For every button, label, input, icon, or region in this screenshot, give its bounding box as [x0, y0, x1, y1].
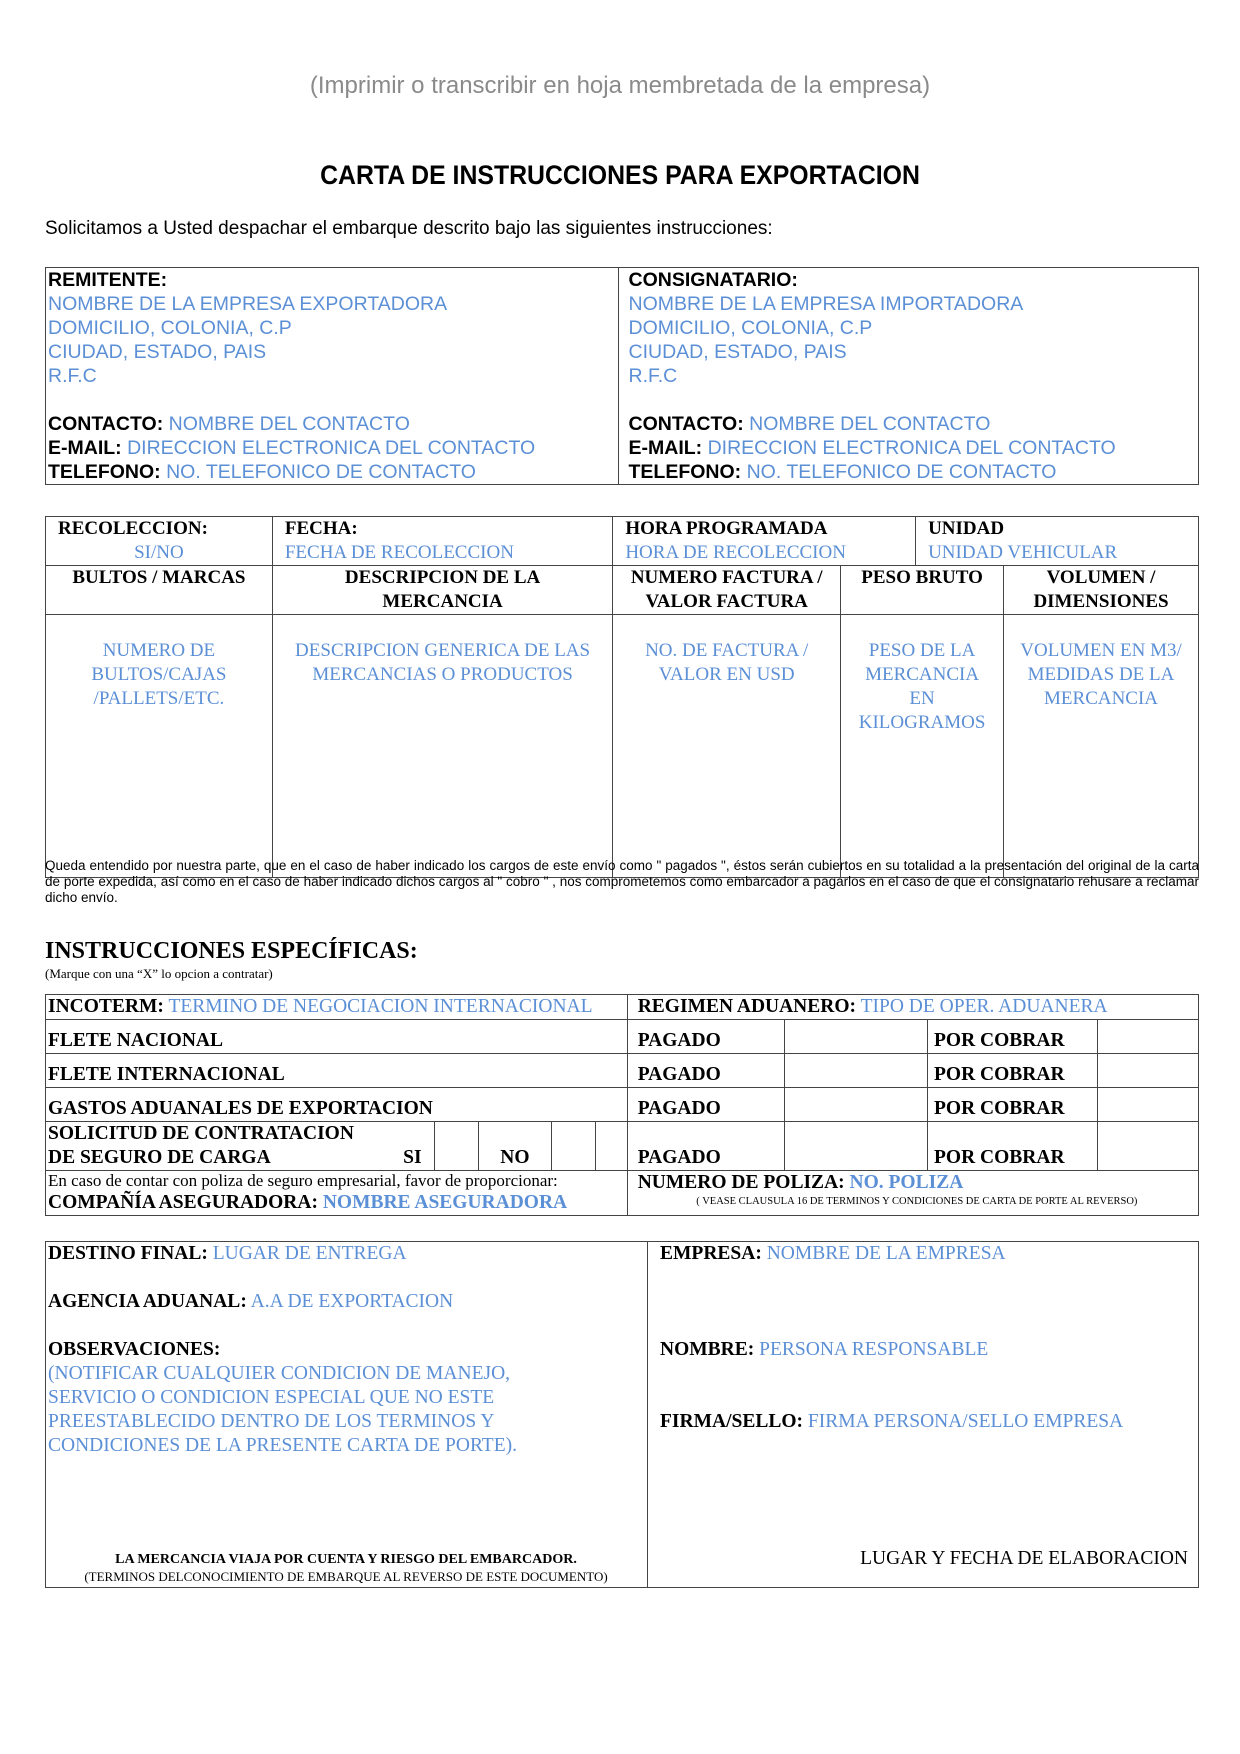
peso-cell[interactable]	[841, 615, 1004, 878]
volumen-field[interactable]: VOLUMEN EN M3/ MEDIDAS DE LA MERCANCIA	[1020, 640, 1182, 709]
empresa-label: EMPRESA:	[660, 1243, 762, 1264]
unidad-field[interactable]: UNIDAD VEHICULAR	[928, 542, 1118, 563]
bultos-header: BULTOS / MARCAS	[46, 566, 273, 615]
seguro-no-label: NO	[478, 1122, 552, 1171]
gastos-aduanales-label: GASTOS ADUANALES DE EXPORTACION	[46, 1088, 628, 1122]
risk-statement	[46, 1551, 646, 1585]
poliza-note: En caso de contar con poliza de seguro empresarial, favor de proporcionar:	[48, 1171, 558, 1190]
lugar-fecha-field[interactable]: LUGAR Y FECHA DE ELABORACION	[860, 1548, 1188, 1569]
flete-nacional-label: FLETE NACIONAL	[46, 1020, 628, 1054]
nombre-label: NOMBRE:	[660, 1339, 755, 1360]
factura-field[interactable]: NO. DE FACTURA / VALOR EN USD	[645, 640, 809, 685]
unidad-label: UNIDAD	[928, 518, 1005, 539]
risk-text: LA MERCANCIA VIAJA POR CUENTA Y RIESGO DEL EMBARCADOR.	[115, 1552, 577, 1567]
consignatario-heading: CONSIGNATARIO:	[628, 269, 798, 291]
poliza-row	[46, 1171, 1199, 1216]
destino-label: DESTINO FINAL:	[48, 1243, 208, 1264]
nombre-field[interactable]: PERSONA RESPONSABLE	[759, 1339, 989, 1360]
remitente-telefono-label: TELEFONO:	[48, 461, 161, 483]
seguro-si-label: SI	[403, 1147, 422, 1168]
aseguradora-cell[interactable]	[46, 1171, 628, 1216]
empresa-field[interactable]: NOMBRE DE LA EMPRESA	[766, 1243, 1006, 1264]
poliza-label: NUMERO DE POLIZA:	[637, 1172, 845, 1193]
remitente-city-field[interactable]: CIUDAD, ESTADO, PAIS	[48, 341, 267, 363]
instructions-table	[45, 994, 1199, 1216]
flete-internacional-pagado-box[interactable]	[785, 1054, 928, 1088]
remitente-email-label: E-MAIL:	[48, 437, 122, 459]
agencia-label: AGENCIA ADUANAL:	[48, 1291, 247, 1312]
parties-box	[45, 267, 1199, 485]
volumen-header: VOLUMEN / DIMENSIONES	[1004, 566, 1199, 615]
gastos-aduanales-row	[46, 1088, 1199, 1122]
consignatario-company-field[interactable]: NOMBRE DE LA EMPRESA IMPORTADORA	[628, 293, 1024, 315]
remitente-telefono-field[interactable]: NO. TELEFONICO DE CONTACTO	[166, 461, 476, 483]
remitente-contacto-field[interactable]: NOMBRE DEL CONTACTO	[168, 413, 410, 435]
incoterm-cell[interactable]	[46, 995, 628, 1020]
seguro-no-box[interactable]	[552, 1122, 596, 1171]
terms-text: (TERMINOS DELCONOCIMIENTO DE EMBARQUE AL REVERSO DE ESTE DOCUMENTO)	[84, 1569, 608, 1584]
consignatario-address-field[interactable]: DOMICILIO, COLONIA, C.P	[628, 317, 873, 339]
descripcion-header: DESCRIPCION DE LA MERCANCIA	[272, 566, 612, 615]
final-box	[45, 1241, 1199, 1588]
seguro-row	[46, 1122, 1199, 1171]
recoleccion-field[interactable]: SI/NO	[134, 542, 184, 563]
observaciones-label: OBSERVACIONES:	[48, 1339, 221, 1360]
gastos-aduanales-por-cobrar-box[interactable]	[1098, 1088, 1199, 1122]
seguro-por-cobrar-box[interactable]	[1098, 1122, 1199, 1171]
flete-nacional-pagado-box[interactable]	[785, 1020, 928, 1054]
bultos-cell[interactable]	[46, 615, 273, 878]
consignatario-email-label: E-MAIL:	[628, 437, 703, 459]
remitente-email-field[interactable]: DIRECCION ELECTRONICA DEL CONTACTO	[127, 437, 536, 459]
por-cobrar-label: POR COBRAR	[928, 1122, 1098, 1171]
destination-section	[46, 1242, 648, 1587]
consignatario-telefono-label: TELEFONO:	[628, 461, 742, 483]
flete-nacional-row	[46, 1020, 1199, 1054]
cargo-header-row	[46, 566, 1199, 615]
flete-nacional-por-cobrar-box[interactable]	[1098, 1020, 1199, 1054]
intro-text: Solicitamos a Usted despachar el embarque descrito bajo las siguientes instrucciones:	[45, 218, 773, 239]
regimen-field[interactable]: TIPO DE OPER. ADUANERA	[860, 996, 1108, 1017]
peso-header: PESO BRUTO	[841, 566, 1004, 615]
remitente-heading: REMITENTE:	[48, 269, 168, 291]
flete-internacional-por-cobrar-box[interactable]	[1098, 1054, 1199, 1088]
remitente-contacto-label: CONTACTO:	[48, 413, 164, 435]
unidad-cell[interactable]	[916, 517, 1199, 566]
regimen-label: REGIMEN ADUANERO:	[637, 996, 857, 1017]
consignatario-telefono-field[interactable]: NO. TELEFONICO DE CONTACTO	[746, 461, 1057, 483]
hora-field[interactable]: HORA DE RECOLECCION	[625, 542, 846, 563]
recoleccion-label: RECOLECCION:	[58, 518, 208, 539]
pagado-label: PAGADO	[627, 1122, 785, 1171]
destino-field[interactable]: LUGAR DE ENTREGA	[212, 1243, 407, 1264]
charges-disclaimer: Queda entendido por nuestra parte, que en el caso de haber indicado los cargos de este envío como " pagados ", éstos serán cubiertos en su totalidad a la presentación del original de la carta de porte expedida, así como en el caso de haber indicado dichos cargos al " cobro " , nos comprometemos como embarcador a pagarlos en el caso de que el consignatario rehusare a reclamar dicho envío.	[45, 858, 1199, 905]
por-cobrar-label: POR COBRAR	[928, 1020, 1098, 1054]
fecha-field[interactable]: FECHA DE RECOLECCION	[284, 542, 514, 563]
gastos-aduanales-pagado-box[interactable]	[785, 1088, 928, 1122]
consignatario-city-field[interactable]: CIUDAD, ESTADO, PAIS	[628, 341, 847, 363]
flete-internacional-row	[46, 1054, 1199, 1088]
fecha-cell[interactable]	[272, 517, 612, 566]
seguro-spacer-cell	[596, 1122, 628, 1171]
observaciones-field[interactable]	[48, 1362, 647, 1458]
pickup-row	[46, 517, 1199, 566]
bultos-field[interactable]: NUMERO DE BULTOS/CAJAS /PALLETS/ETC.	[91, 640, 227, 709]
observaciones-line: (NOTIFICAR CUALQUIER CONDICION DE MANEJO,	[48, 1363, 511, 1384]
aseguradora-label: COMPAÑÍA ASEGURADORA:	[48, 1192, 318, 1213]
poliza-clause: ( VEASE CLAUSULA 16 DE TERMINOS Y CONDICIONES DE CARTA DE PORTE AL REVERSO)	[696, 1196, 1138, 1207]
pagado-label: PAGADO	[627, 1020, 785, 1054]
fecha-label: FECHA:	[284, 518, 358, 539]
poliza-cell[interactable]	[627, 1171, 1198, 1216]
poliza-field[interactable]: NO. POLIZA	[849, 1172, 964, 1193]
consignatario-contacto-field[interactable]: NOMBRE DEL CONTACTO	[749, 413, 991, 435]
pagado-label: PAGADO	[627, 1054, 785, 1088]
hora-cell[interactable]	[613, 517, 916, 566]
incoterm-field[interactable]: TERMINO DE NEGOCIACION INTERNACIONAL	[168, 996, 593, 1017]
seguro-label-line1: SOLICITUD DE CONTRATACION	[48, 1123, 354, 1144]
consignatario-section	[618, 268, 1199, 484]
shipment-table	[45, 516, 1199, 878]
flete-internacional-label: FLETE INTERNACIONAL	[46, 1054, 628, 1088]
descripcion-cell[interactable]	[272, 615, 612, 878]
factura-header: NUMERO FACTURA / VALOR FACTURA	[613, 566, 841, 615]
instructions-subtitle: (Marque con una “X” lo opcion a contratar)	[45, 966, 273, 981]
seguro-pagado-box[interactable]	[785, 1122, 928, 1171]
seguro-label-line2: DE SEGURO DE CARGA	[48, 1147, 271, 1168]
regimen-cell[interactable]	[627, 995, 1198, 1020]
consignatario-rfc-field[interactable]: R.F.C	[628, 365, 678, 387]
por-cobrar-label: POR COBRAR	[928, 1054, 1098, 1088]
aseguradora-field[interactable]: NOMBRE ASEGURADORA	[322, 1192, 568, 1213]
remitente-rfc-field[interactable]: R.F.C	[48, 365, 97, 387]
signature-section	[648, 1242, 1198, 1587]
remitente-address-field[interactable]: DOMICILIO, COLONIA, C.P	[48, 317, 292, 339]
incoterm-row	[46, 995, 1199, 1020]
agencia-field[interactable]: A.A DE EXPORTACION	[250, 1291, 454, 1312]
factura-cell[interactable]	[613, 615, 841, 878]
observaciones-line: SERVICIO O CONDICION ESPECIAL QUE NO ESTE	[48, 1387, 495, 1408]
remitente-company-field[interactable]: NOMBRE DE LA EMPRESA EXPORTADORA	[48, 293, 448, 315]
cargo-row	[46, 615, 1199, 878]
descripcion-field[interactable]: DESCRIPCION GENERICA DE LAS MERCANCIAS O PRODUCTOS	[295, 640, 591, 685]
incoterm-label: INCOTERM:	[48, 996, 164, 1017]
observaciones-line: PREESTABLECIDO DENTRO DE LOS TERMINOS Y	[48, 1411, 495, 1432]
document-title: CARTA DE INSTRUCCIONES PARA EXPORTACION	[320, 160, 920, 190]
firma-field[interactable]: FIRMA PERSONA/SELLO EMPRESA	[807, 1411, 1124, 1432]
recoleccion-cell[interactable]	[46, 517, 273, 566]
pagado-label: PAGADO	[627, 1088, 785, 1122]
remitente-section	[46, 268, 618, 484]
volumen-cell[interactable]	[1004, 615, 1199, 878]
firma-label: FIRMA/SELLO:	[660, 1411, 804, 1432]
peso-field[interactable]: PESO DE LA MERCANCIA EN KILOGRAMOS	[858, 640, 986, 733]
letterhead-note: (Imprimir o transcribir en hoja membretada de la empresa)	[309, 72, 931, 99]
por-cobrar-label: POR COBRAR	[928, 1088, 1098, 1122]
hora-label: HORA PROGRAMADA	[625, 518, 828, 539]
seguro-si-box[interactable]	[434, 1122, 478, 1171]
consignatario-contacto-label: CONTACTO:	[628, 413, 744, 435]
observaciones-line: CONDICIONES DE LA PRESENTE CARTA DE PORTE).	[48, 1435, 517, 1456]
consignatario-email-field[interactable]: DIRECCION ELECTRONICA DEL CONTACTO	[707, 437, 1116, 459]
seguro-label-cell	[46, 1122, 435, 1171]
instructions-title: INSTRUCCIONES ESPECÍFICAS:	[45, 938, 418, 964]
